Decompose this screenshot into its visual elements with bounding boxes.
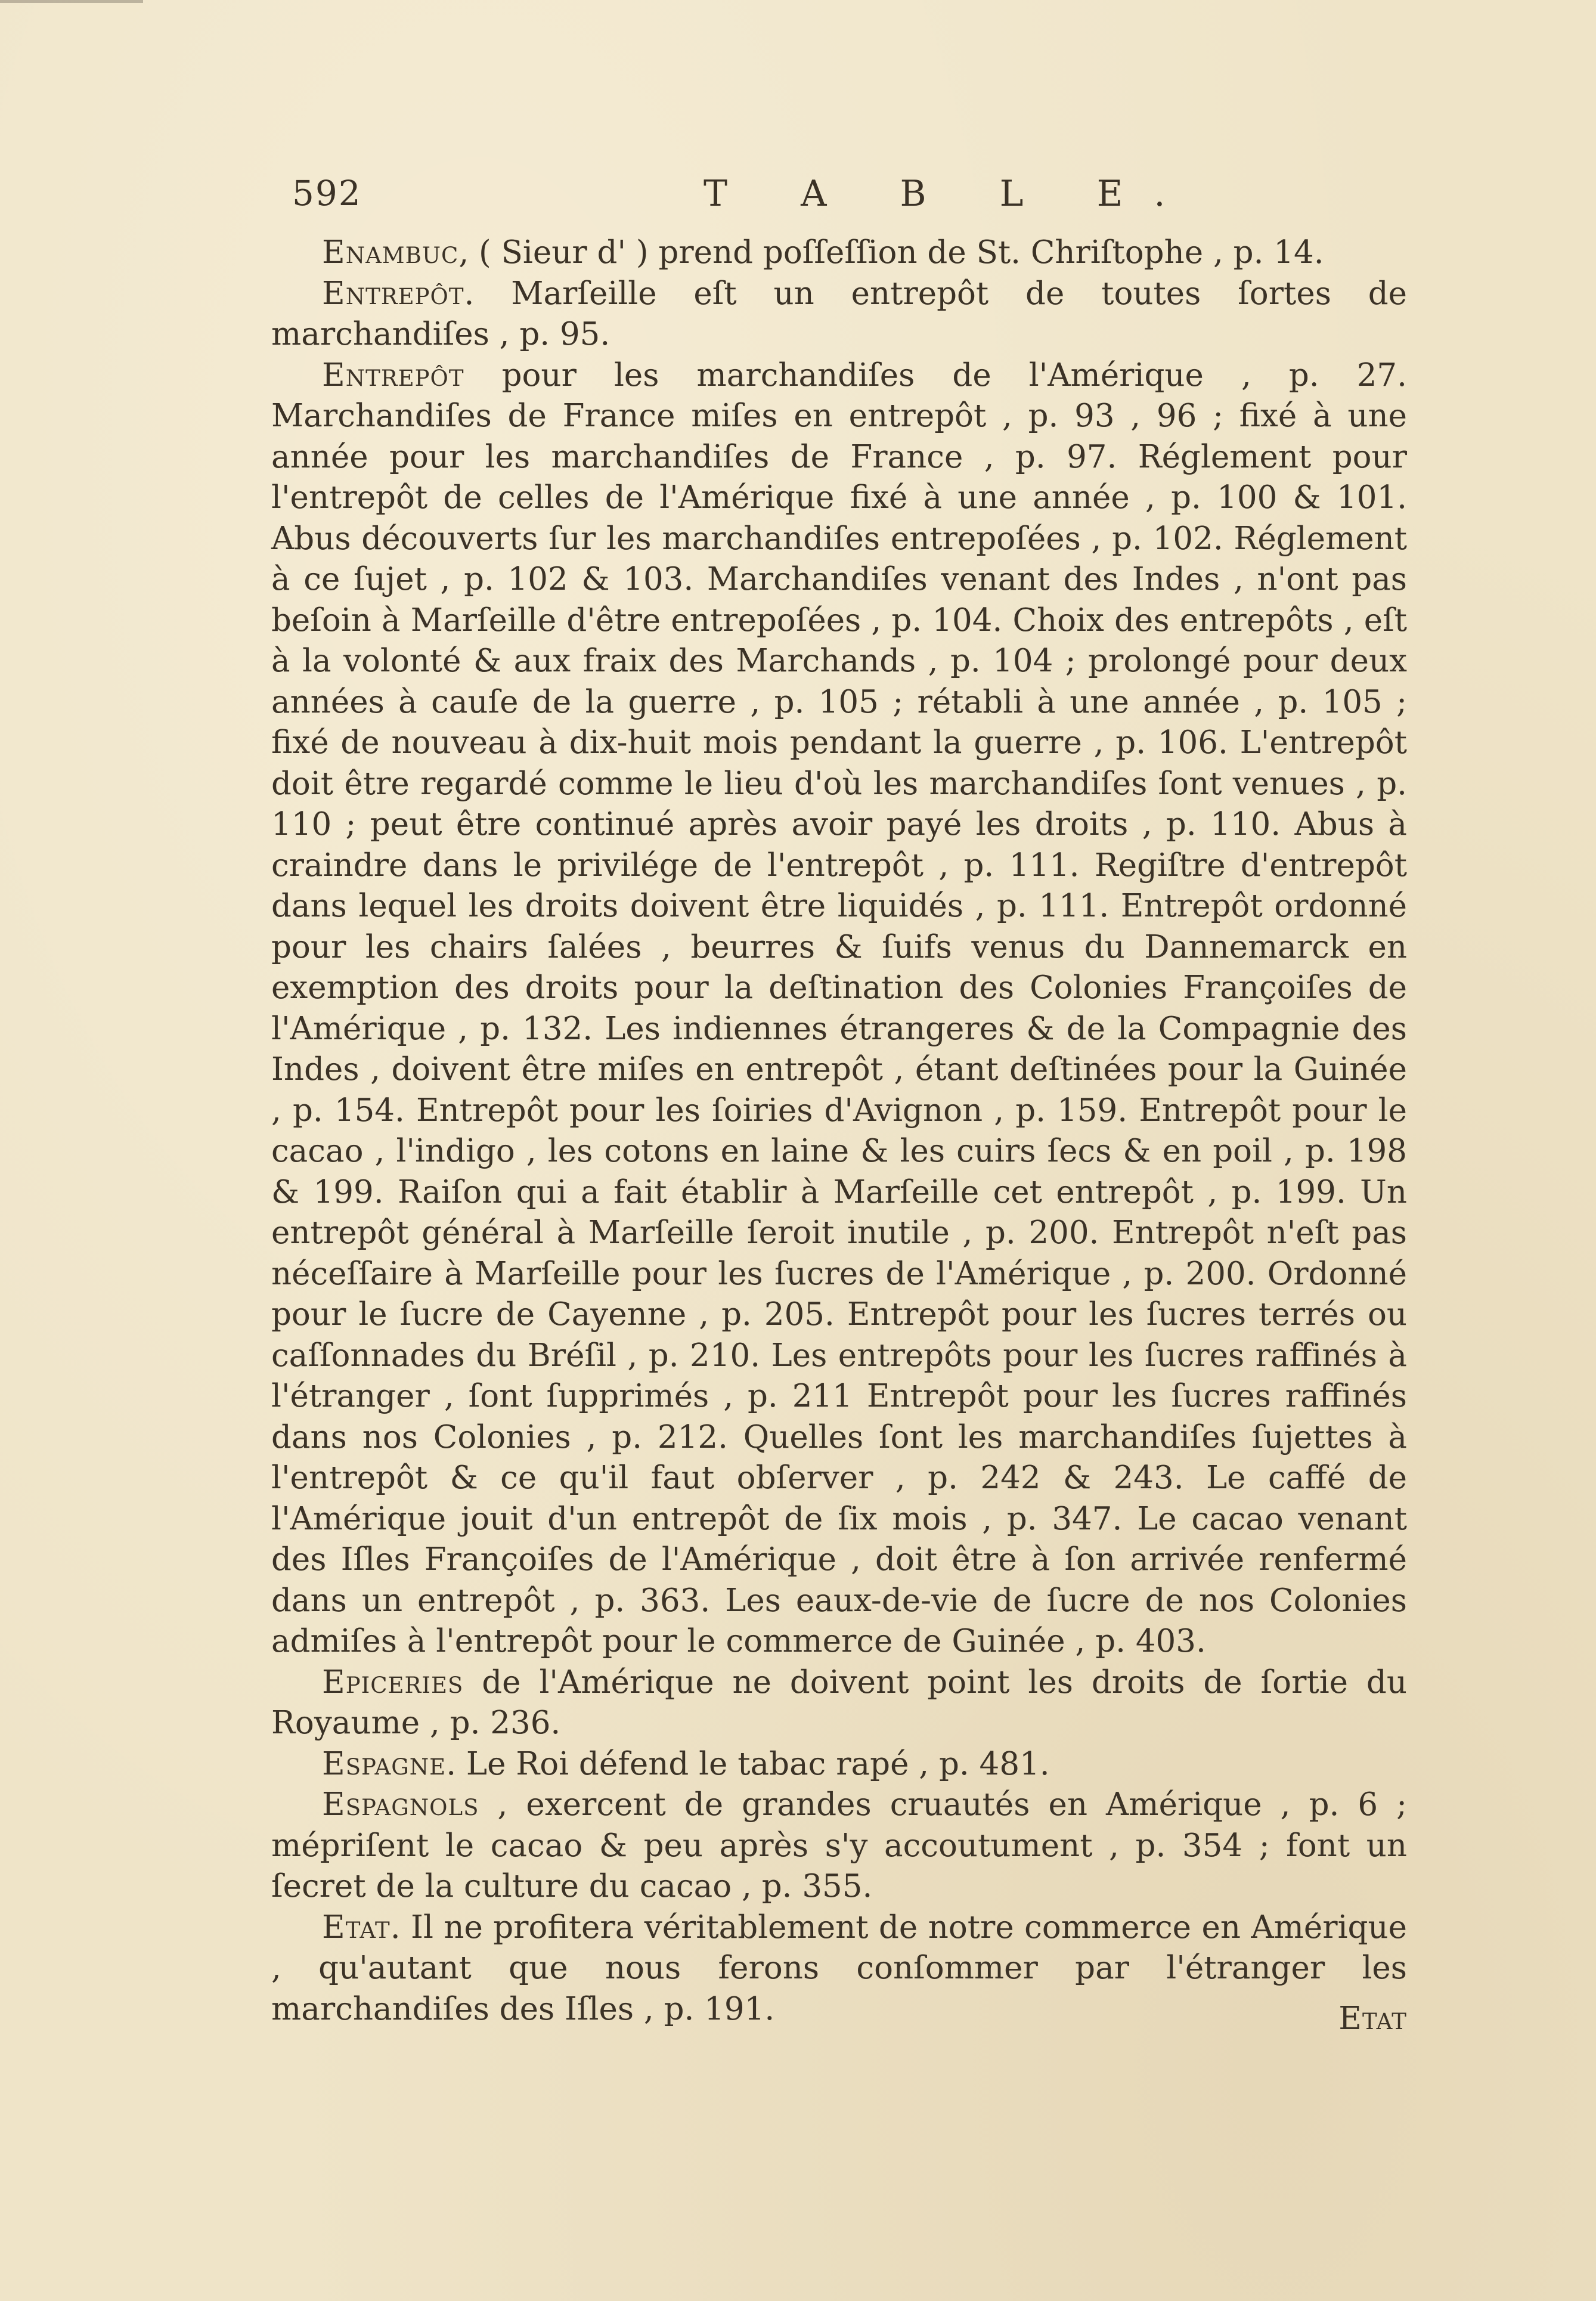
entry-heading: Entrepôt: [322, 275, 464, 312]
corner-ink-mark: [0, 0, 143, 21]
entry-heading: Espagnols: [322, 1786, 479, 1823]
page-header: [292, 173, 1401, 227]
index-entry: [271, 1785, 1407, 1907]
index-entry: [271, 355, 1407, 1662]
index-entries: [271, 233, 1407, 2030]
index-entry: [271, 233, 1407, 274]
entry-text: pour les marchandiſes de l'Amérique , p. 27. Marchandiſes de France miſes en entrepôt , p. 93 , 96 ; fixé à une année pour les marchandiſes de France , p. 97. Réglement pour l'entrepôt de celles de l'Amérique fixé à une année , p. 100 & 101. Abus découverts ſur les marchandiſes entrepoſées , p. 102. Réglement à ce ſujet , p. 102 & 103. Marchandiſes venant des Indes , n'ont pas beſoin à Marſeille d'être entrepoſées , p. 104. Choix des entrepôts , eſt à la volonté & aux fraix des Marchands , p. 104 ; prolongé pour deux années à cauſe de la guerre , p. 105 ; rétabli à une année , p. 105 ; fixé de nouveau à dix-huit mois pendant la guerre , p. 106. L'entrepôt doit être regardé comme le lieu d'où les marchandiſes ſont venues , p. 110 ; peut être continué après avoir payé les droits , p. 110. Abus à craindre dans le privilége de l'entrepôt , p. 111. Regiſtre d'entrepôt dans lequel les droits doivent être liquidés , p. 111. Entrepôt ordonné pour les chairs ſalées , beurres & ſuifs venus du Dannemarck en exemption des droits pour la deſtination des Colonies Françoiſes de l'Amérique , p. 132. Les indiennes étrangeres & de la Compagnie des Indes , doivent être miſes en entrepôt , étant deſtinées pour la Guinée , p. 154. Entrepôt pour les ſoiries d'Avignon , p. 159. Entrepôt pour le cacao , l'indigo , les cotons en laine & les cuirs ſecs & en poil , p. 198 & 199. Raiſon qui a fait établir à Marſeille cet entrepôt , p. 199. Un entrepôt général à Marſeille ſeroit inutile , p. 200. Entrepôt n'eſt pas néceſſaire à Marſeille pour les ſucres de l'Amérique , p. 200. Ordonné pour le ſucre de Cayenne , p. 205. Entrepôt pour les ſucres terrés ou caſſonnades du Bréſil , p. 210. Les entrepôts pour les ſucres raffinés à l'étranger , ſont ſupprimés , p. 211 Entrepôt pour les ſucres raffinés dans nos Colonies , p. 212. Quelles ſont les marchandiſes ſujettes à l'entrepôt & ce qu'il faut obſerver , p. 242 & 243. Le caffé de l'Amérique jouit d'un entrepôt de ſix mois , p. 347. Le cacao venant des Iſles Françoiſes de l'Amérique , doit être à ſon arrivée renfermé dans un entrepôt , p. 363. Les eaux-de-vie de ſucre de nos Colonies admiſes à l'entrepôt pour le commerce de Guinée , p. 403.: [271, 357, 1407, 1659]
page-number: 592: [292, 173, 362, 213]
entry-heading: Epiceries: [322, 1664, 464, 1701]
entry-heading: Etat: [322, 1909, 391, 1946]
entry-heading: Enambuc: [322, 234, 459, 271]
entry-heading: Espagne: [322, 1745, 447, 1782]
catchword: Etat: [1338, 2000, 1407, 2037]
entry-text: . Il ne profitera véritablement de notre commerce en Amérique , qu'autant que nous ferons conſommer par l'étranger les marchandiſes des Iſles , p. 191.: [271, 1909, 1407, 2027]
entry-heading: Entrepôt: [322, 357, 464, 394]
running-title: T A B L E.: [704, 173, 1197, 215]
index-entry: [271, 1907, 1407, 2030]
entry-text: , ( Sieur d' ) prend poſſeſſion de St. Chriſtophe , p. 14.: [458, 234, 1324, 271]
entry-text: , exercent de grandes cruautés en Amérique , p. 6 ; mépriſent le cacao & peu après s'y accoutument , p. 354 ; font un ſecret de la culture du cacao , p. 355.: [271, 1786, 1407, 1904]
index-entry: [271, 1744, 1407, 1785]
index-entry: [271, 274, 1407, 355]
entry-text: de l'Amérique ne doivent point les droits de ſortie du Royaume , p. 236.: [271, 1664, 1407, 1741]
entry-text: . Marſeille eſt un entrepôt de toutes ſortes de marchandiſes , p. 95.: [271, 275, 1407, 352]
entry-text: . Le Roi défend le tabac rapé , p. 481.: [446, 1745, 1050, 1782]
index-entry: [271, 1662, 1407, 1744]
